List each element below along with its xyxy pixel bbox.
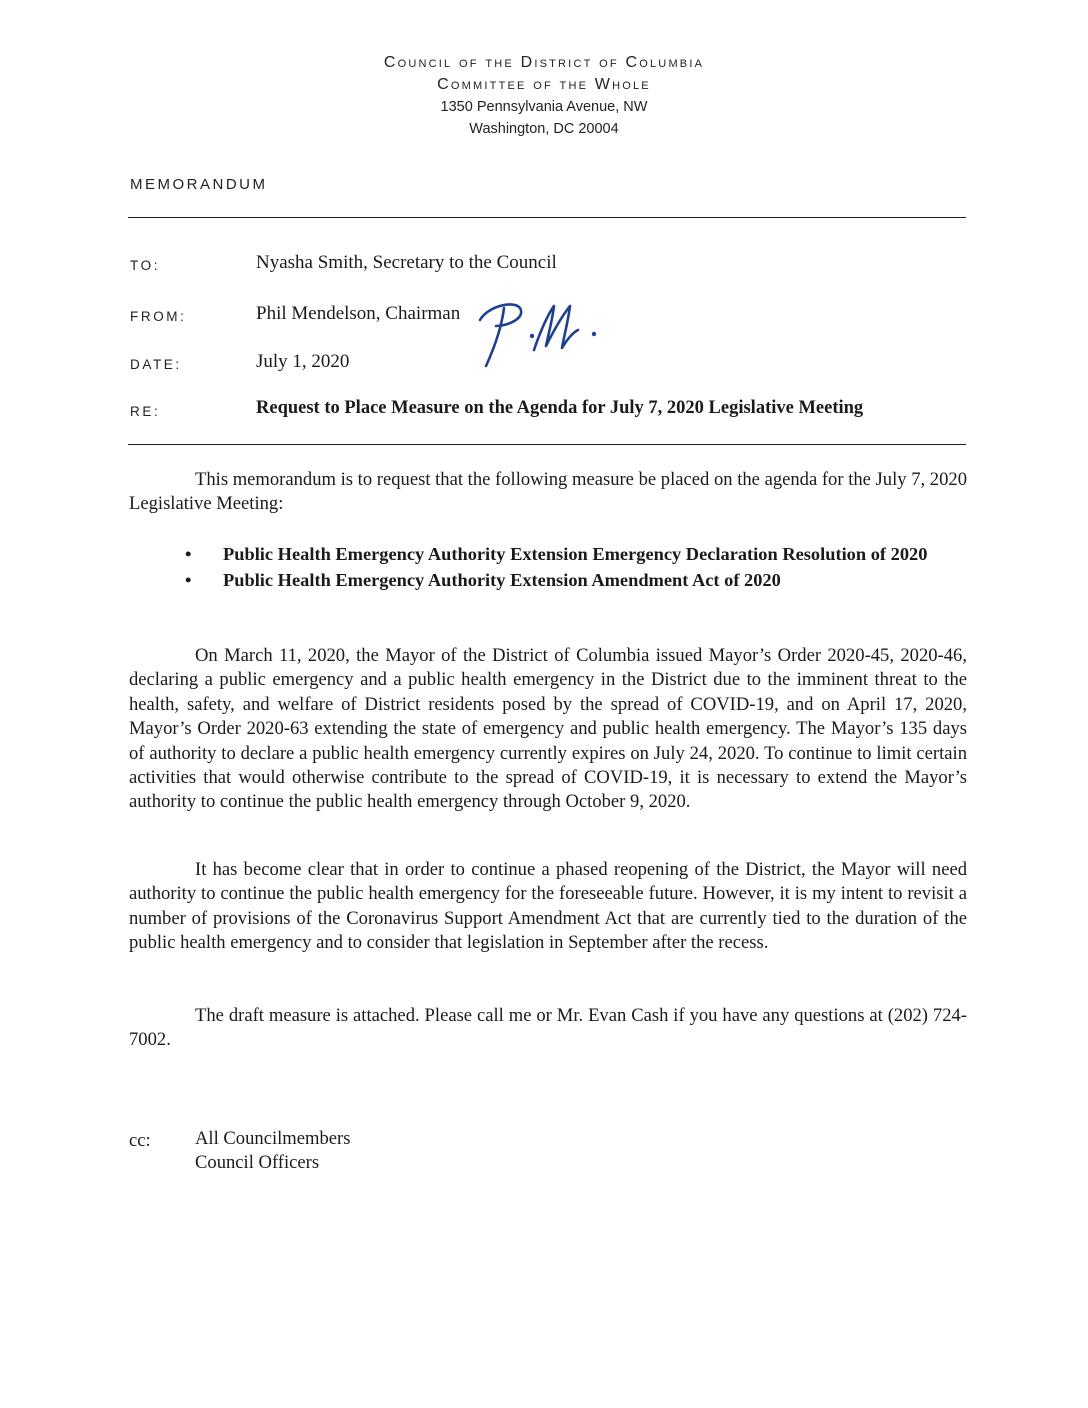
re-value: Request to Place Measure on the Agenda for July 7, 2020 Legislative Meeting (256, 398, 864, 418)
list-item: • Public Health Emergency Authority Extension Emergency Declaration Resolution of 2020 (185, 542, 967, 566)
header-bottom-divider (128, 444, 966, 445)
to-label: TO: (130, 258, 161, 273)
letterhead-address-street: 1350 Pennsylvania Avenue, NW (440, 99, 648, 115)
from-label: FROM: (130, 309, 187, 324)
signature-initials (474, 292, 604, 372)
cc-recipients (195, 1127, 350, 1176)
to-value: Nyasha Smith, Secretary to the Council (256, 252, 557, 273)
background-paragraph: On March 11, 2020, the Mayor of the District of Columbia issued Mayor’s Order 2020-45, 2020-46, declaring a public emergency and a public health emergency in the District due to the imminent threat to the health, safety, and welfare of District residents posed by the spread of COVID-19, and on April 17, 2020, Mayor’s Order 2020-63 extending the state of emergency and public health emergency. The Mayor’s 135 days of authority to declare a public health emergency currently expires on July 24, 2020. To continue to limit certain activities that would otherwise contribute to the spread of COVID-19, it is necessary to extend the Mayor’s authority to continue the public health emergency through October 9, 2020. (129, 645, 967, 813)
measure-list (185, 542, 967, 594)
memorandum-label: MEMORANDUM (130, 176, 268, 193)
cc-label: cc: (129, 1130, 151, 1151)
letterhead (0, 52, 1088, 140)
re-row (130, 398, 970, 428)
to-row (130, 252, 970, 282)
re-label: RE: (130, 404, 161, 419)
letterhead-council: Council of the District of Columbia (383, 54, 705, 71)
cc-recipient: All Councilmembers (195, 1128, 351, 1149)
contact-paragraph: The draft measure is attached. Please call me or Mr. Evan Cash if you have any questions at (202) 724-7002. (129, 1005, 967, 1051)
list-item: • Public Health Emergency Authority Extension Amendment Act of 2020 (185, 568, 967, 592)
date-label: DATE: (130, 357, 182, 372)
date-value: July 1, 2020 (256, 351, 350, 372)
cc-recipient: Council Officers (195, 1152, 320, 1174)
header-top-divider (128, 217, 966, 218)
from-value: Phil Mendelson, Chairman (256, 303, 461, 324)
letterhead-address-city: Washington, DC 20004 (469, 121, 619, 137)
intro-paragraph: This memorandum is to request that the following measure be placed on the agenda for the July 7, 2020 Legislative Meeting: (129, 469, 967, 515)
letterhead-committee: Committee of the Whole (437, 76, 651, 93)
intent-paragraph: It has become clear that in order to continue a phased reopening of the District, the Mayor will need authority to continue the public health emergency for the foreseeable future. However, it is my intent to revisit a number of provisions of the Coronavirus Support Amendment Act that are currently tied to the duration of the public health emergency and to consider that legislation in September after the recess. (129, 859, 967, 954)
